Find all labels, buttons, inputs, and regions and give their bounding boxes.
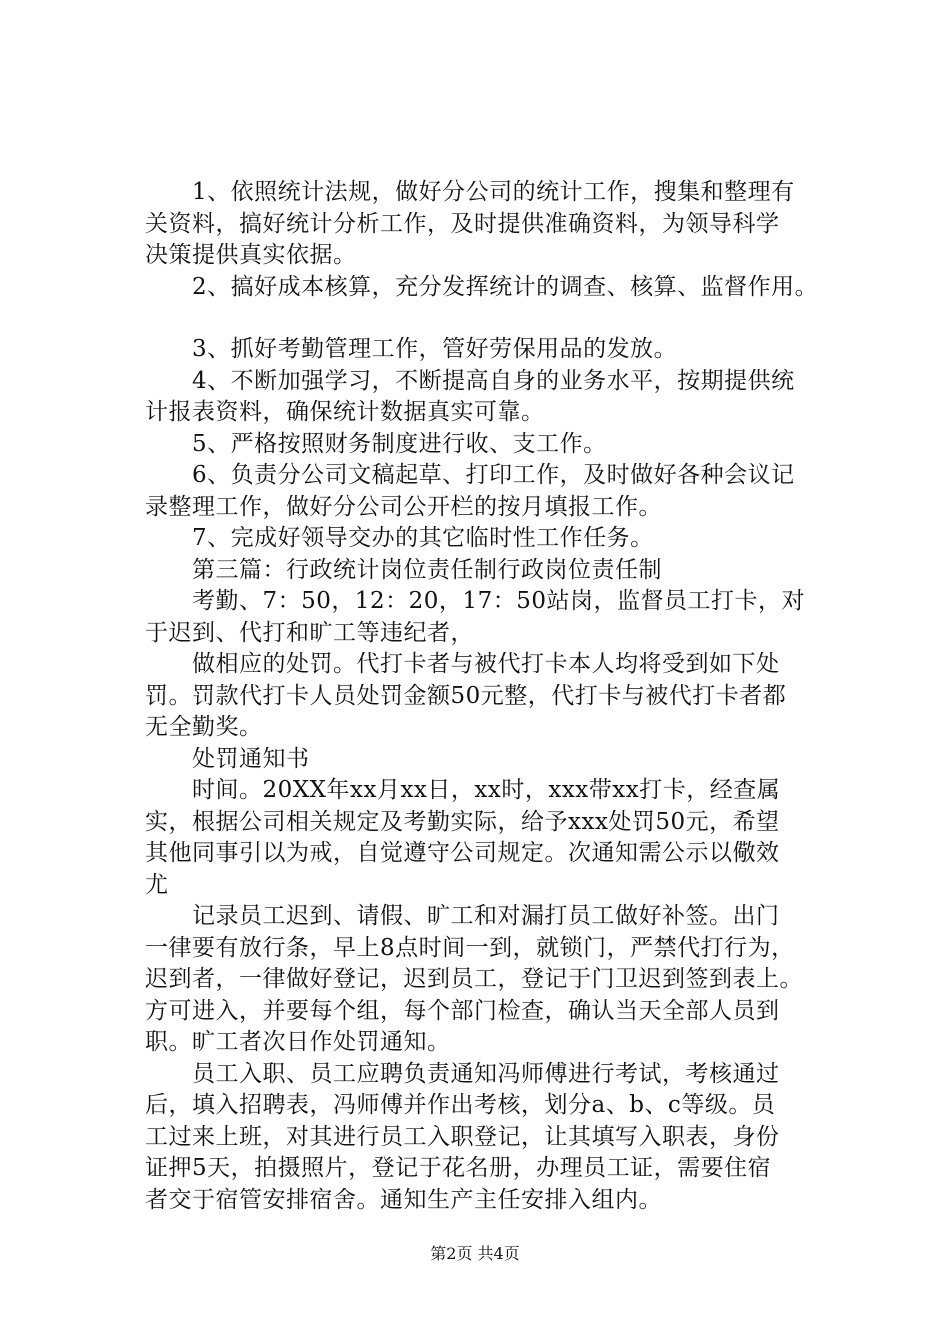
text-line: 做相应的处罚。代打卡者与被代打卡本人均将受到如下处 bbox=[145, 651, 780, 677]
text-line: 实，根据公司相关规定及考勤实际，给予xxx处罚50元，希望 bbox=[145, 808, 780, 835]
document-body bbox=[145, 177, 835, 1216]
text-line: 其他同事引以为戒，自觉遵守公司规定。次通知需公示以儆效 bbox=[145, 840, 780, 866]
text-line: 方可进入，并要每个组，每个部门检查，确认当天全部人员到 bbox=[145, 997, 780, 1024]
notice-title: 处罚通知书 bbox=[145, 745, 310, 772]
text-line: 一律要有放行条，早上8点时间一到，就锁门，严禁代打行为， bbox=[145, 934, 795, 961]
text-line: 时间。20XX年xx月xx日，xx时，xxx带xx打卡，经查属 bbox=[145, 777, 781, 803]
text-line: 计报表资料，确保统计数据真实可靠。 bbox=[145, 399, 545, 425]
text-line: 7、完成好领导交办的其它临时性工作任务。 bbox=[145, 525, 654, 551]
text-line: 考勤、7：50，12：20，17：50站岗，监督员工打卡，对 bbox=[145, 588, 805, 614]
section-heading: 第三篇：行政统计岗位责任制行政岗位责任制 bbox=[145, 556, 662, 583]
text-line: 于迟到、代打和旷工等违纪者， bbox=[145, 619, 474, 646]
text-line: 证押5天，拍摄照片，登记于花名册，办理员工证，需要住宿 bbox=[145, 1155, 772, 1181]
text-line: 职。旷工者次日作处罚通知。 bbox=[145, 1029, 451, 1055]
text-line: 录整理工作，做好分公司公开栏的按月填报工作。 bbox=[145, 493, 662, 520]
text-line: 后，填入招聘表，冯师傅并作出考核，划分a、b、c等级。员 bbox=[145, 1092, 776, 1118]
text-line: 3、抓好考勤管理工作，管好劳保用品的发放。 bbox=[145, 336, 678, 362]
text-line: 6、负责分公司文稿起草、打印工作，及时做好各种会议记 bbox=[145, 462, 795, 488]
text-line: 工过来上班，对其进行员工入职登记，让其填写入职表，身份 bbox=[145, 1123, 780, 1150]
text-line: 2、搞好成本核算，充分发挥统计的调查、核算、监督作用。 bbox=[145, 273, 819, 300]
text-line: 5、严格按照财务制度进行收、支工作。 bbox=[145, 430, 607, 457]
text-line: 无全勤奖。 bbox=[145, 714, 263, 740]
text-line: 迟到者，一律做好登记，迟到员工，登记于门卫迟到签到表上。 bbox=[145, 966, 803, 992]
blank-line bbox=[145, 303, 835, 334]
text-line: 罚。罚款代打卡人员处罚金额50元整，代打卡与被代打卡者都 bbox=[145, 682, 787, 709]
text-line: 员工入职、员工应聘负责通知冯师傅进行考试，考核通过 bbox=[145, 1060, 780, 1087]
text-line: 者交于宿管安排宿舍。通知生产主任安排入组内。 bbox=[145, 1186, 662, 1213]
text-line: 1、依照统计法规，做好分公司的统计工作，搜集和整理有 bbox=[145, 179, 795, 205]
text-line: 尤 bbox=[145, 871, 169, 898]
text-line: 4、不断加强学习，不断提高自身的业务水平，按期提供统 bbox=[145, 367, 795, 394]
text-line: 关资料，搞好统计分析工作，及时提供准确资料，为领导科学 bbox=[145, 210, 780, 237]
page-number-footer: 第2页 共4页 bbox=[430, 1244, 520, 1263]
text-line: 决策提供真实依据。 bbox=[145, 242, 357, 268]
text-line: 记录员工迟到、请假、旷工和对漏打员工做好补签。出门 bbox=[145, 903, 780, 929]
